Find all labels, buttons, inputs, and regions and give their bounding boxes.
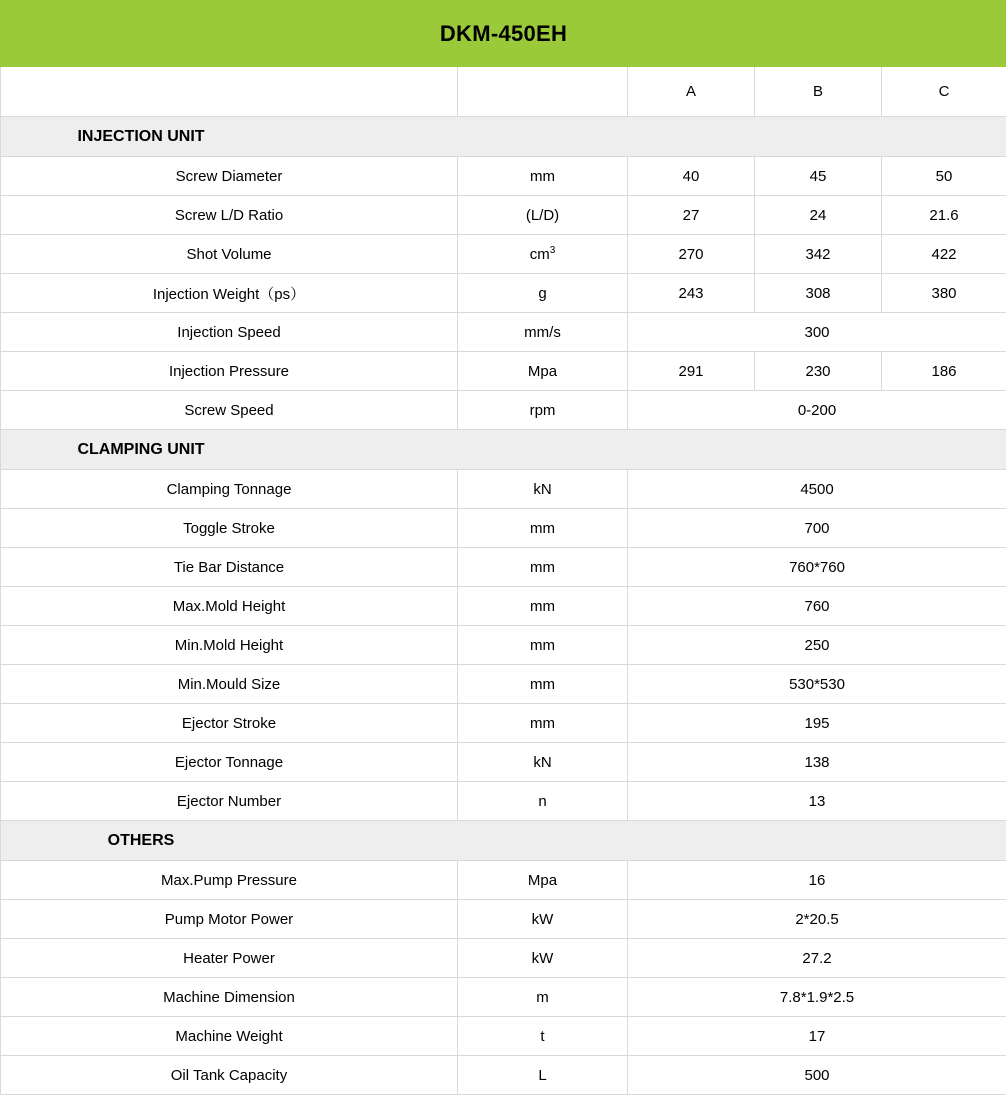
spec-unit-cell: mm [458, 704, 628, 743]
spec-unit-cell: kN [458, 470, 628, 509]
column-header-unit [458, 67, 628, 117]
unit-superscript: 3 [549, 244, 556, 256]
table-row [1, 978, 1006, 1017]
spec-name-cell: Screw Diameter [1, 157, 458, 196]
table-header-row [1, 67, 1006, 117]
spec-value-cell: 0-200 [628, 391, 1006, 430]
spec-value-cell: 4500 [628, 470, 1006, 509]
section-header-cell [1, 430, 1006, 470]
spec-name-cell: Max.Pump Pressure [1, 861, 458, 900]
spec-value-cell: 16 [628, 861, 1006, 900]
page-title: DKM-450EH [1, 1, 1006, 67]
table-row [1, 743, 1006, 782]
spec-name-cell: Injection Weight（ps） [1, 274, 458, 313]
spec-value-cell: 138 [628, 743, 1006, 782]
section-label: CLAMPING UNIT [77, 440, 205, 458]
table-row [1, 587, 1006, 626]
spec-name-cell: Injection Pressure [1, 352, 458, 391]
spec-unit-cell: $cm^3$ [458, 235, 628, 274]
table-row [1, 665, 1006, 704]
spec-unit-cell: kW [458, 900, 628, 939]
spec-name-cell: Ejector Stroke [1, 704, 458, 743]
spec-unit-cell: g [458, 274, 628, 313]
section-header-cell [1, 117, 1006, 157]
spec-unit-cell: rpm [458, 391, 628, 430]
spec-unit-cell: Mpa [458, 861, 628, 900]
spec-value-cell-b: 45 [755, 157, 882, 196]
spec-value-cell-b: 24 [755, 196, 882, 235]
table-row [1, 391, 1006, 430]
table-row [1, 313, 1006, 352]
spec-value-cell: 300 [628, 313, 1006, 352]
spec-value-cell-a: 291 [628, 352, 755, 391]
table-row [1, 235, 1006, 274]
spec-name-cell: Clamping Tonnage [1, 470, 458, 509]
spec-value-cell: 760*760 [628, 548, 1006, 587]
spec-value-cell: 250 [628, 626, 1006, 665]
spec-name-cell: Toggle Stroke [1, 509, 458, 548]
spec-value-cell-a: 270 [628, 235, 755, 274]
spec-name-cell: Pump Motor Power [1, 900, 458, 939]
table-row [1, 626, 1006, 665]
spec-value-cell-c: 380 [882, 274, 1006, 313]
column-header-a: A [628, 67, 755, 117]
table-row [1, 1056, 1006, 1095]
section-header-cell [1, 821, 1006, 861]
section-header-row [1, 430, 1006, 470]
spec-name-cell: Max.Mold Height [1, 587, 458, 626]
table-row [1, 1017, 1006, 1056]
spec-name-cell: Screw Speed [1, 391, 458, 430]
spec-name-cell: Oil Tank Capacity [1, 1056, 458, 1095]
spec-value-cell-a: 243 [628, 274, 755, 313]
spec-value-cell: 700 [628, 509, 1006, 548]
spec-unit-cell: mm [458, 548, 628, 587]
column-header-name [1, 67, 458, 117]
spec-name-cell: Injection Speed [1, 313, 458, 352]
spec-value-cell: 195 [628, 704, 1006, 743]
spec-value-cell-b: 230 [755, 352, 882, 391]
spec-name-cell: Tie Bar Distance [1, 548, 458, 587]
spec-value-cell-a: 40 [628, 157, 755, 196]
table-row [1, 196, 1006, 235]
spec-unit-cell: mm [458, 157, 628, 196]
table-row [1, 509, 1006, 548]
spec-value-cell: 530*530 [628, 665, 1006, 704]
table-row [1, 861, 1006, 900]
table-row [1, 900, 1006, 939]
spec-value-cell: 17 [628, 1017, 1006, 1056]
spec-name-cell: Min.Mould Size [1, 665, 458, 704]
table-row [1, 548, 1006, 587]
column-header-b: B [755, 67, 882, 117]
spec-unit-cell: t [458, 1017, 628, 1056]
spec-unit-cell: mm [458, 509, 628, 548]
spec-value-cell: 7.8*1.9*2.5 [628, 978, 1006, 1017]
table-row [1, 939, 1006, 978]
spec-value-cell-c: 186 [882, 352, 1006, 391]
spec-unit-cell: m [458, 978, 628, 1017]
spec-value-cell: 2*20.5 [628, 900, 1006, 939]
spec-value-cell: 500 [628, 1056, 1006, 1095]
spec-value-cell: 13 [628, 782, 1006, 821]
spec-value-cell-a: 27 [628, 196, 755, 235]
section-header-row [1, 821, 1006, 861]
spec-value-cell: 27.2 [628, 939, 1006, 978]
spec-unit-cell: mm [458, 626, 628, 665]
spec-name-cell: Ejector Tonnage [1, 743, 458, 782]
spec-value-cell-b: 308 [755, 274, 882, 313]
spec-value-cell-c: 21.6 [882, 196, 1006, 235]
spec-unit-cell: mm [458, 587, 628, 626]
spec-value-cell-c: 422 [882, 235, 1006, 274]
table-row [1, 274, 1006, 313]
spec-unit-cell: kW [458, 939, 628, 978]
spec-unit-cell: Mpa [458, 352, 628, 391]
table-row [1, 352, 1006, 391]
section-label: INJECTION UNIT [77, 127, 205, 145]
spec-name-cell: Machine Dimension [1, 978, 458, 1017]
table-row [1, 470, 1006, 509]
spec-name-cell: Ejector Number [1, 782, 458, 821]
table-title-row [1, 1, 1006, 67]
spec-value-cell-b: 342 [755, 235, 882, 274]
spec-value-cell: 760 [628, 587, 1006, 626]
section-header-row [1, 117, 1006, 157]
section-label: OTHERS [107, 831, 175, 849]
spec-name-cell: Shot Volume [1, 235, 458, 274]
table-row [1, 157, 1006, 196]
spec-unit-cell: kN [458, 743, 628, 782]
spec-unit-cell: (L/D) [458, 196, 628, 235]
column-header-c: C [882, 67, 1006, 117]
spec-unit-cell: L [458, 1056, 628, 1095]
spec-name-cell: Min.Mold Height [1, 626, 458, 665]
spec-unit-cell: n [458, 782, 628, 821]
spec-unit-cell: mm/s [458, 313, 628, 352]
spec-name-cell: Screw L/D Ratio [1, 196, 458, 235]
spec-unit-cell: mm [458, 665, 628, 704]
table-row [1, 782, 1006, 821]
table-row [1, 704, 1006, 743]
spec-name-cell: Heater Power [1, 939, 458, 978]
spec-value-cell-c: 50 [882, 157, 1006, 196]
spec-name-cell: Machine Weight [1, 1017, 458, 1056]
